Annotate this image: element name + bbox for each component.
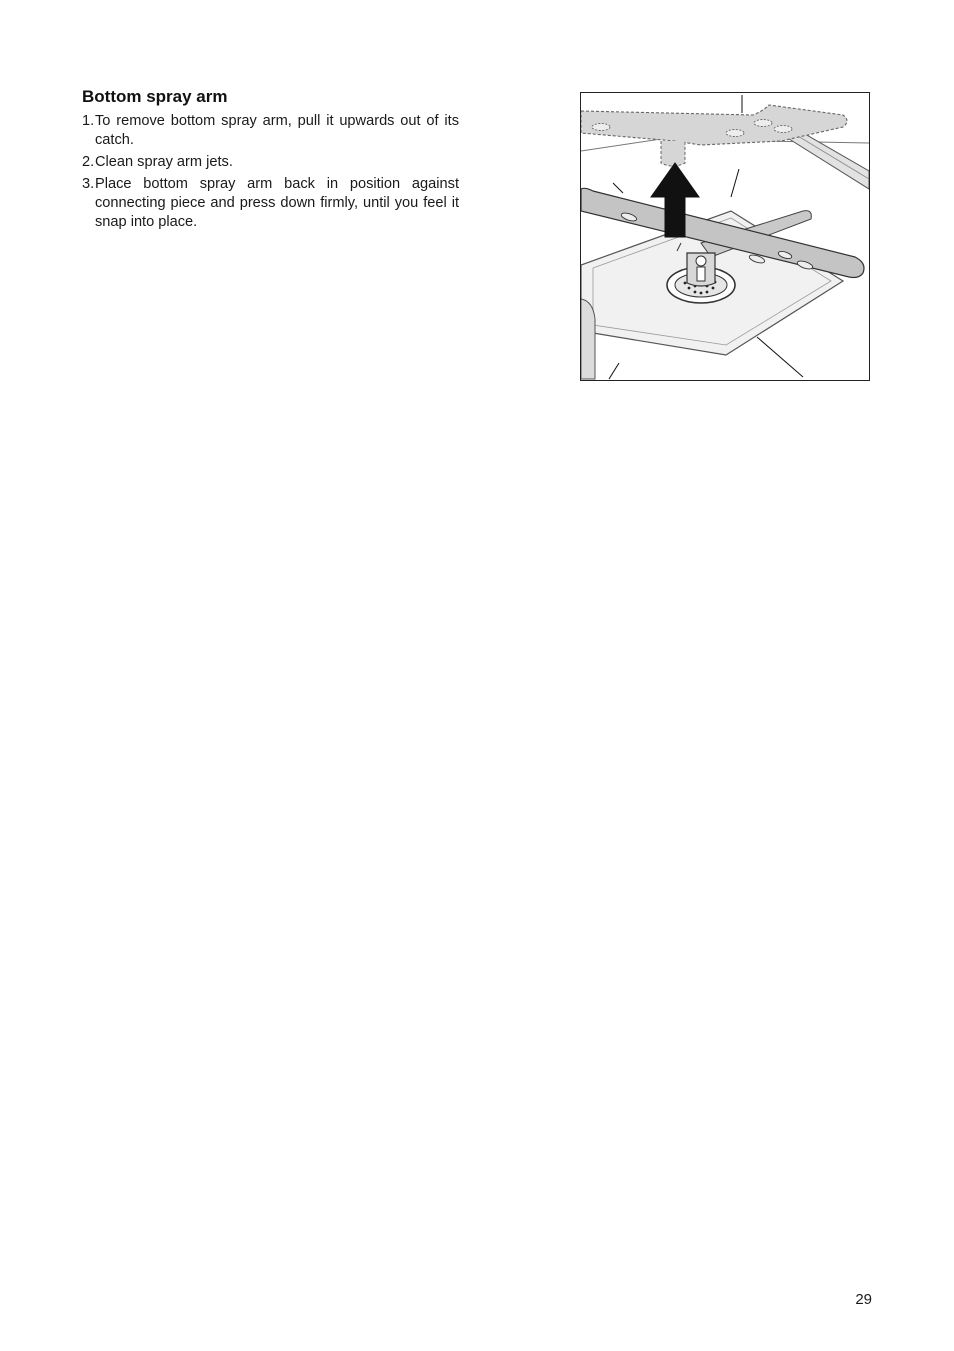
step-text: Place bottom spray arm back in position against connecting piece and press down firmly, until you feel it snap into place.	[95, 176, 459, 230]
instruction-step	[82, 112, 459, 150]
leader-line	[613, 183, 623, 193]
instruction-step	[82, 175, 459, 232]
leader-line	[757, 337, 803, 377]
step-number: 2.	[82, 154, 95, 170]
step-number: 1.	[82, 113, 95, 129]
instruction-list	[82, 112, 459, 235]
leader-line	[609, 363, 619, 379]
section-title: Bottom spray arm	[82, 87, 228, 106]
step-text: To remove bottom spray arm, pull it upwards out of its catch.	[95, 113, 459, 148]
step-number: 3.	[82, 176, 95, 192]
leader-line	[731, 169, 739, 197]
corner-post	[581, 299, 595, 379]
step-text: Clean spray arm jets.	[95, 154, 233, 170]
spray-arm-illustration	[580, 92, 870, 381]
page-number: 29	[855, 1291, 872, 1308]
instruction-step	[82, 153, 459, 172]
